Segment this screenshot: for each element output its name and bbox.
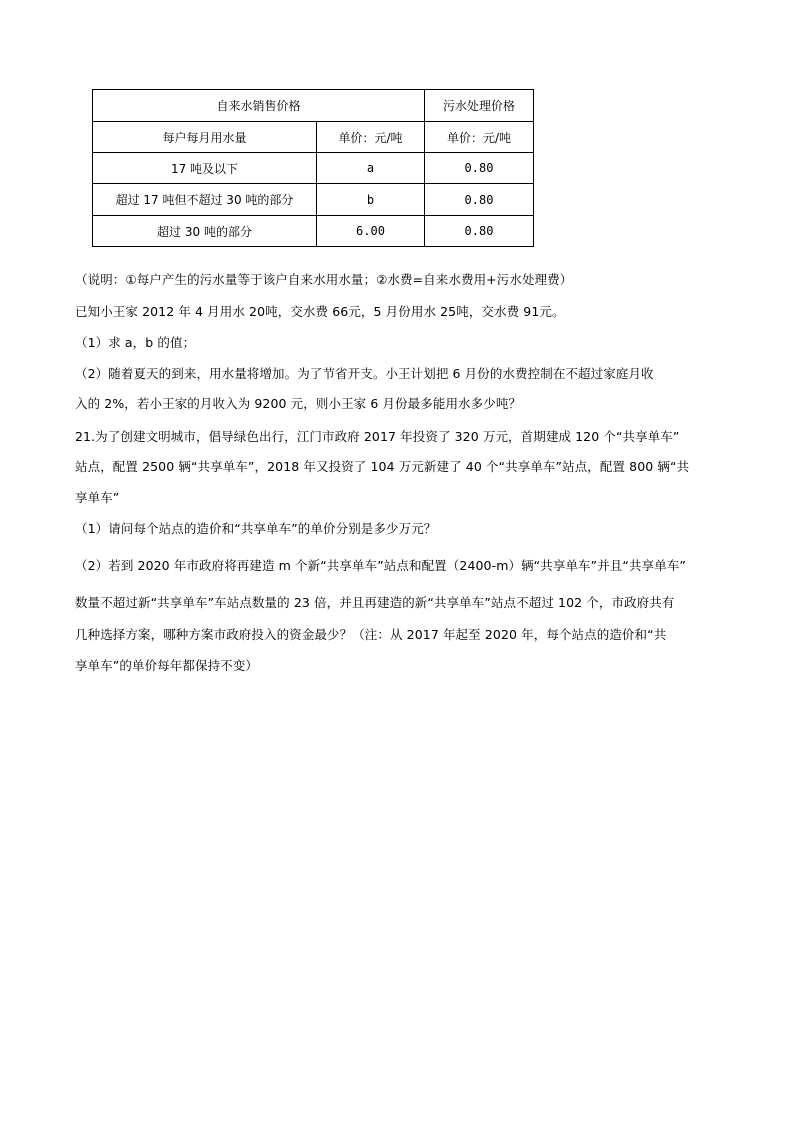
row-usage: 17 吨及以下 [93, 153, 317, 184]
header-sewage-price: 污水处理价格 [425, 90, 534, 122]
table-row [93, 216, 534, 247]
problem21-line1: 21.为了创建文明城市，倡导绿色出行，江门市政府 2017 年投资了 320 万元，首期建成 120 个“共享单车” [75, 429, 680, 444]
row-sewage-price: 0.80 [425, 216, 534, 247]
subheader-unit-price: 单价：元/吨 [317, 122, 425, 153]
problem21-question2-line1: （2）若到 2020 年市政府将再建造 m 个新“共享单车”站点和配置（2400-m）辆“共享单车”并且“共享单车” [75, 558, 686, 573]
problem20-question2-line2: 入的 2%，若小王家的月收入为 9200 元，则小王家 6 月份最多能用水多少吨？ [75, 396, 522, 411]
subheader-monthly-usage: 每户每月用水量 [93, 122, 317, 153]
problem20-question1: （1）求 a，b 的值； [75, 335, 196, 350]
problem21-line3: 享单车” [75, 490, 120, 505]
table-subheader-row [93, 122, 534, 153]
problem21-line2: 站点，配置 2500 辆“共享单车”，2018 年又投资了 104 万元新建了 40 个“共享单车”站点，配置 800 辆“共 [75, 459, 690, 474]
header-tap-water-price: 自来水销售价格 [93, 90, 425, 122]
row-sewage-price: 0.80 [425, 153, 534, 184]
problem20-note: （说明：①每户产生的污水量等于该户自来水用水量；②水费=自来水费用+污水处理费） [75, 272, 573, 287]
subheader-sewage-unit-price: 单价：元/吨 [425, 122, 534, 153]
water-price-table [92, 89, 534, 247]
problem20-question2-line1: （2）随着夏天的到来，用水量将增加。为了节省开支。小王计划把 6 月份的水费控制在不超过家庭月收 [75, 366, 654, 381]
problem21-question1: （1）请问每个站点的造价和“共享单车”的单价分别是多少万元？ [75, 521, 437, 536]
problem21-question2-line2: 数量不超过新“共享单车”车站点数量的 23 倍，并且再建造的新“共享单车”站点不超过 102 个，市政府共有 [75, 595, 675, 610]
row-unit-price: a [317, 153, 425, 184]
row-usage: 超过 17 吨但不超过 30 吨的部分 [93, 184, 317, 216]
row-unit-price: 6.00 [317, 216, 425, 247]
row-unit-price: b [317, 184, 425, 216]
row-usage: 超过 30 吨的部分 [93, 216, 317, 247]
problem21-question2-line3: 几种选择方案，哪种方案市政府投入的资金最少？（注：从 2017 年起至 2020 年，每个站点的造价和“共 [75, 627, 667, 642]
table-row [93, 184, 534, 216]
row-sewage-price: 0.80 [425, 184, 534, 216]
table-row [93, 153, 534, 184]
problem20-given: 已知小王家 2012 年 4 月用水 20吨，交水费 66元，5 月份用水 25吨，交水费 91元。 [75, 304, 565, 319]
problem21-question2-line4: 享单车”的单价每年都保持不变） [75, 658, 258, 673]
table-header-row [93, 90, 534, 122]
